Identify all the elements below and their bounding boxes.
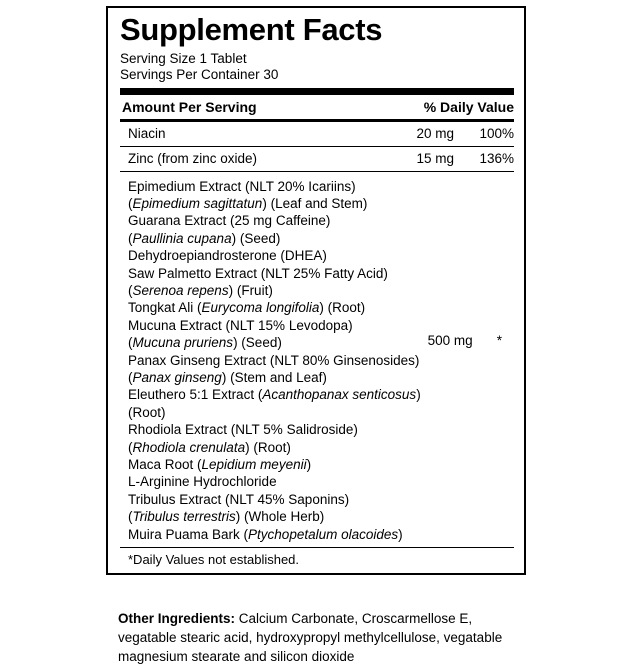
blend-ingredient-line: (Panax ginseng) (Stem and Leaf) [128,370,327,386]
nutrient-daily-value: 100% [479,126,514,142]
blend-ingredient-line: Tongkat Ali (Eurycoma longifolia) (Root) [128,300,366,316]
servings-per-container: Servings Per Container 30 [120,67,279,83]
blend-ingredient-line: Dehydroepiandrosterone (DHEA) [128,248,327,264]
page-title: Supplement Facts [120,12,383,47]
blend-amount-value: 500 mg [427,332,473,348]
blend-ingredient-line: Muira Puama Bark (Ptychopetalum olacoides) [128,526,403,542]
blend-daily-value-value: * [496,332,502,348]
blend-ingredient-line: Rhodiola Extract (NLT 5% Salidroside) [128,422,358,438]
blend-ingredient-line: L-Arginine Hydrochloride [128,474,277,490]
blend-ingredient-line: (Paullinia cupana) (Seed) [128,230,281,246]
blend-daily-value [477,178,514,544]
blend-ingredient-line: Mucuna Extract (NLT 15% Levodopa) [128,317,353,333]
supplement-facts-panel [106,6,526,575]
nutrient-amount: 15 mg [416,151,454,167]
other-ingredients-text: Calcium Carbonate, Croscarmellose E, vegatable stearic acid, hydroxypropyl methylcellulose, vegatable magnesium stearate and silicon dioxide [118,611,503,665]
blend-ingredient-line: Eleuthero 5:1 Extract (Acanthopanax senticosus) [128,387,421,403]
nutrient-daily-value: 136% [479,151,514,167]
nutrient-name: Niacin [128,126,166,142]
blend-ingredient-line: (Epimedium sagittatun) (Leaf and Stem) [128,195,368,211]
table-header-row [120,95,514,119]
divider-thick-top [120,88,514,95]
proprietary-blend-row [120,172,514,548]
blend-ingredient-line: Epimedium Extract (NLT 20% Icariins) [128,178,356,194]
amount-per-serving-label: Amount Per Serving [122,99,257,116]
daily-value-label: % Daily Value [423,99,514,116]
other-ingredients-label: Other Ingredients: [118,611,236,626]
blend-ingredient-line: (Root) [128,404,166,420]
blend-ingredient-line: (Tribulus terrestris) (Whole Herb) [128,509,325,525]
blend-ingredient-line: Maca Root (Lepidium meyenii) [128,457,312,473]
blend-ingredient-line: (Rhodiola crenulata) (Root) [128,439,291,455]
blend-ingredient-line: (Mucuna pruriens) (Seed) [128,335,282,351]
blend-ingredient-list [120,178,421,544]
table-row [120,122,514,146]
nutrient-name: Zinc (from zinc oxide) [128,151,258,167]
nutrient-amount: 20 mg [416,126,454,142]
blend-ingredient-line: Guarana Extract (25 mg Caffeine) [128,213,331,229]
serving-size: Serving Size 1 Tablet [120,50,247,66]
footnote: *Daily Values not established. [128,552,300,568]
blend-ingredient-line: (Serenoa repens) (Fruit) [128,283,273,299]
blend-amount [421,178,477,544]
blend-ingredient-line: Saw Palmetto Extract (NLT 25% Fatty Acid) [128,265,388,281]
other-ingredients [118,609,532,666]
blend-ingredient-line: Tribulus Extract (NLT 45% Saponins) [128,491,350,507]
table-row [120,147,514,171]
blend-ingredient-line: Panax Ginseng Extract (NLT 80% Ginsenosides) [128,352,420,368]
